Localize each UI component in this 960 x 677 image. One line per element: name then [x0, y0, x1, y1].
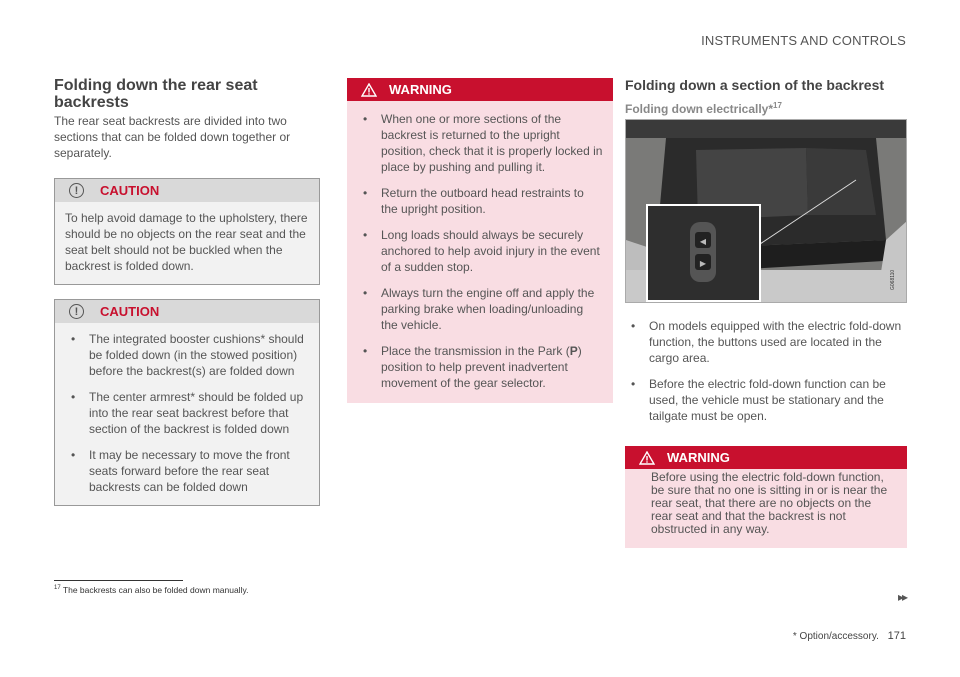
warning-header — [625, 446, 907, 469]
list-item: • The integrated booster cushions* should be folded down (in the stowed position) before the backrest(s) are folded down — [71, 332, 304, 378]
warning-header — [347, 78, 613, 101]
warning-box-2 — [625, 446, 907, 548]
footnote-number: 17 — [54, 585, 61, 592]
warning-triangle-icon — [639, 451, 655, 465]
list-item: • Place the transmission in the Park (P) position to help prevent inadvertent movement of the gear selector. — [363, 344, 582, 390]
warning-triangle-icon — [361, 83, 377, 97]
svg-text:◀: ◀ — [699, 237, 707, 246]
info-list — [625, 318, 907, 424]
footnote-divider — [54, 580, 183, 581]
list-item: • Always turn the engine off and apply the parking brake when loading/unloading the vehicle. — [363, 286, 595, 332]
list-item-text: Before the electric fold-down function can be used, the vehicle must be stationary and the tailgate must be open. — [649, 377, 886, 423]
list-item-text: Always turn the engine off and apply the parking brake when loading/unloading the vehicle. — [381, 286, 595, 332]
list-item: • The center armrest* should be folded up into the rear seat backrest before that section of the backrest is folded down — [71, 390, 304, 436]
park-letter: P — [569, 344, 578, 358]
list-item-text: On models equipped with the electric fold-down function, the buttons used are located in the cargo area. — [649, 319, 902, 365]
list-item: • On models equipped with the electric fold-down function, the buttons used are located in the cargo area. — [631, 319, 902, 365]
fold-button-closeup — [648, 206, 759, 300]
list-item-text: Long loads should always be securely anchored to help avoid injury in the event of a sudden stop. — [381, 228, 600, 274]
caution-header — [55, 179, 319, 202]
list-item-text: The integrated booster cushions* should be folded down (in the stowed position) before the backrest(s) are folded down — [89, 332, 304, 378]
text-part: ) position to help prevent inadvertent movement of the gear selector. — [381, 344, 582, 390]
column-3 — [625, 77, 907, 116]
caution-list — [65, 331, 309, 495]
image-code: G068110 — [890, 269, 896, 290]
caution-box-1 — [54, 178, 320, 285]
column-1 — [54, 77, 320, 506]
page-number: 171 — [887, 630, 906, 642]
warning-text: Before using the electric fold-down function, be sure that no one is sitting in or is near the rear seat, that there are no objects on the rear seat and that the backrest is not obstructed in any way. — [651, 470, 888, 536]
section-title: Folding down a section of the backrest — [625, 77, 885, 93]
caution-header — [55, 300, 319, 323]
double-chevron-right-icon[interactable]: ▸▸ — [897, 590, 906, 604]
list-item: • When one or more sections of the backrest is returned to the upright position, check that it is properly locked in place by pushing and pulling it. — [363, 112, 603, 174]
exclamation-circle-icon: ! — [69, 304, 84, 319]
list-item-text — [381, 344, 582, 390]
footnote-text: The backrests can also be folded down manually. — [62, 585, 249, 595]
list-item-text: When one or more sections of the backrest is returned to the upright position, check that it is properly locked in place by pushing and pulling it. — [381, 112, 603, 174]
footnote-ref: 17 — [773, 101, 782, 110]
caution-box-2 — [54, 299, 320, 506]
subsection-title — [625, 101, 907, 116]
warning-body — [347, 101, 613, 403]
intro-text: The rear seat backrests are divided into two sections that can be folded down together or separately. — [54, 114, 291, 160]
footnote — [54, 585, 248, 595]
list-item: • Return the outboard head restraints to the upright position. — [363, 186, 584, 216]
list-item-text: The center armrest* should be folded up into the rear seat backrest before that section of the backrest is folded down — [89, 390, 304, 436]
section-title: Folding down the rear seat backrests — [54, 77, 258, 111]
warning-label: WARNING — [667, 450, 730, 465]
list-item-text: Return the outboard head restraints to the upright position. — [381, 186, 584, 216]
list-item-text: It may be necessary to move the front seats forward before the rear seat backrests can be folded down — [89, 448, 290, 494]
page-header: INSTRUMENTS AND CONTROLS — [701, 33, 906, 48]
subtitle-text: Folding down electrically* — [625, 102, 774, 116]
list-item: • Before the electric fold-down function can be used, the vehicle must be stationary and the tailgate must be open. — [631, 377, 886, 423]
text-part: Place the transmission in the Park ( — [381, 344, 570, 358]
exclamation-circle-icon: ! — [69, 183, 84, 198]
caution-text: To help avoid damage to the upholstery, there should be no objects on the rear seat and the seat belt should not be buckled when the backrest is folded down. — [65, 211, 308, 273]
warning-box — [347, 78, 613, 403]
cargo-area-photo — [625, 119, 907, 303]
list-item: • Long loads should always be securely anchored to help avoid injury in the event of a sudden stop. — [363, 228, 600, 274]
inset-closeup — [646, 204, 761, 302]
caution-label: CAUTION — [100, 304, 160, 319]
caution-list-wrap — [55, 323, 319, 505]
warning-list — [357, 111, 603, 391]
column-3-lower — [625, 318, 907, 548]
svg-text:▶: ▶ — [699, 259, 707, 268]
warning-label: WARNING — [389, 82, 452, 97]
list-item: • It may be necessary to move the front seats forward before the rear seat backrests can be folded down — [71, 448, 290, 494]
page-footer — [793, 630, 906, 642]
caution-label: CAUTION — [100, 183, 160, 198]
option-accessory-note: * Option/accessory. — [792, 631, 879, 642]
